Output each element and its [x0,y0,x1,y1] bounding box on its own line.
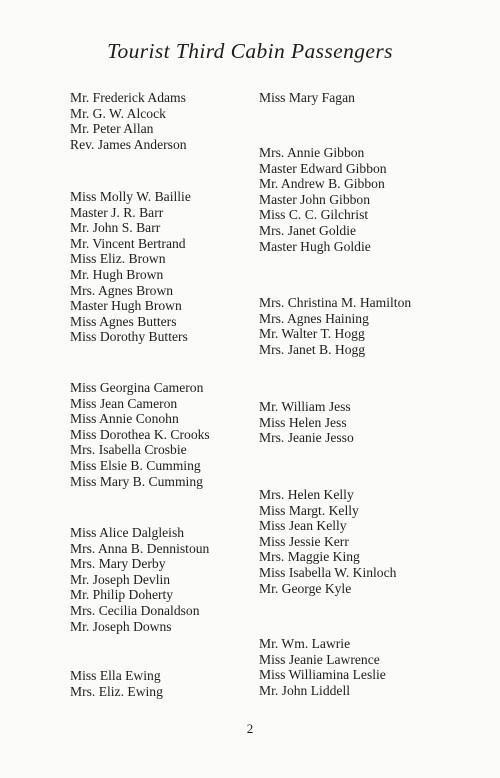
passenger-name: Mr. Hugh Brown [70,267,164,282]
passenger-name: Miss Jean Kelly [259,518,347,534]
passenger-name: Master Edward Gibbon [259,160,387,176]
passenger-name: Miss Jean Cameron [70,395,178,411]
passenger-name: Mrs. Agnes Haining [259,310,369,326]
passenger-name: Mr. G. W. Alcock [70,105,166,121]
passenger-name: Mrs. Isabella Crosbie [70,442,187,458]
passenger-name: Mrs. Annie Gibbon [259,145,365,160]
passenger-name: Miss Annie Conohn [70,411,179,427]
passenger-name: Mrs. Anna B. Dennistoun [70,540,210,556]
passenger-name: Mr. John S. Barr [70,220,161,236]
passenger-name: Miss Jessie Kerr [259,533,349,549]
passenger-name: Mrs. Cecilia Donaldson [70,603,200,618]
passenger-name: Mr. John Liddell [259,682,351,698]
passenger-name: Mrs. Janet B. Hogg [259,341,366,357]
passenger-name: Miss Mary B. Cumming [70,473,203,489]
passenger-name: Mr. Joseph Devlin [70,571,171,587]
passenger-name: Mrs. Helen Kelly [259,487,354,502]
passenger-name: Mrs. Agnes Brown [70,282,174,298]
passenger-name: Mrs. Jeanie Jesso [259,430,354,446]
page-number: 2 [246,721,254,736]
passenger-name: Mr. Andrew B. Gibbon [259,176,385,192]
passenger-name: Mrs. Janet Goldie [259,223,357,238]
passenger-name: Mr. Peter Allan [70,121,154,137]
passenger-name: Mr. Wm. Lawrie [259,636,351,651]
passenger-name: Miss Dorothea K. Crooks [70,426,210,442]
passenger-name: Miss Agnes Butters [70,313,177,329]
passenger-name: Mr. Frederick Adams [70,90,186,105]
passenger-name: Miss Georgina Cameron [70,380,204,395]
passenger-name: Miss Mary Fagan [259,90,355,105]
page-title: Tourist Third Cabin Passengers [107,39,393,63]
passenger-name: Mrs. Eliz. Ewing [70,683,163,699]
passenger-name: Mr. George Kyle [259,580,352,596]
passenger-name: Miss Jeanie Lawrence [259,651,380,667]
passenger-name: Mrs. Christina M. Hamilton [259,295,412,310]
passenger-name: Mr. Walter T. Hogg [259,326,365,342]
passenger-name: Miss Molly W. Baillie [70,189,191,204]
passenger-name: Master Hugh Brown [70,298,182,314]
passenger-name: Miss Helen Jess [259,414,347,430]
passenger-name: Miss Elsie B. Cumming [70,458,201,473]
passenger-name: Miss Alice Dalgleish [70,525,185,540]
passenger-name: Mr. Philip Doherty [70,587,174,603]
passenger-name: Master John Gibbon [259,191,371,207]
passenger-name: Miss C. C. Gilchrist [259,207,369,223]
passenger-name: Rev. James Anderson [70,136,187,152]
passenger-name: Miss Ella Ewing [70,668,161,683]
passenger-name: Miss Williamina Leslie [259,667,386,683]
passenger-name: Miss Eliz. Brown [70,251,166,267]
passenger-name: Miss Margt. Kelly [259,502,359,518]
passenger-name: Mrs. Maggie King [259,549,360,565]
passenger-name: Mrs. Mary Derby [70,556,166,572]
passenger-name: Mr. Vincent Bertrand [70,235,186,251]
passenger-name: Miss Isabella W. Kinloch [259,565,397,580]
passenger-name: Mr. William Jess [259,399,351,414]
passenger-name: Miss Dorothy Butters [70,329,188,345]
passenger-name: Master Hugh Goldie [259,238,371,254]
passenger-name: Master J. R. Barr [70,204,164,220]
passenger-name: Mr. Joseph Downs [70,618,172,634]
